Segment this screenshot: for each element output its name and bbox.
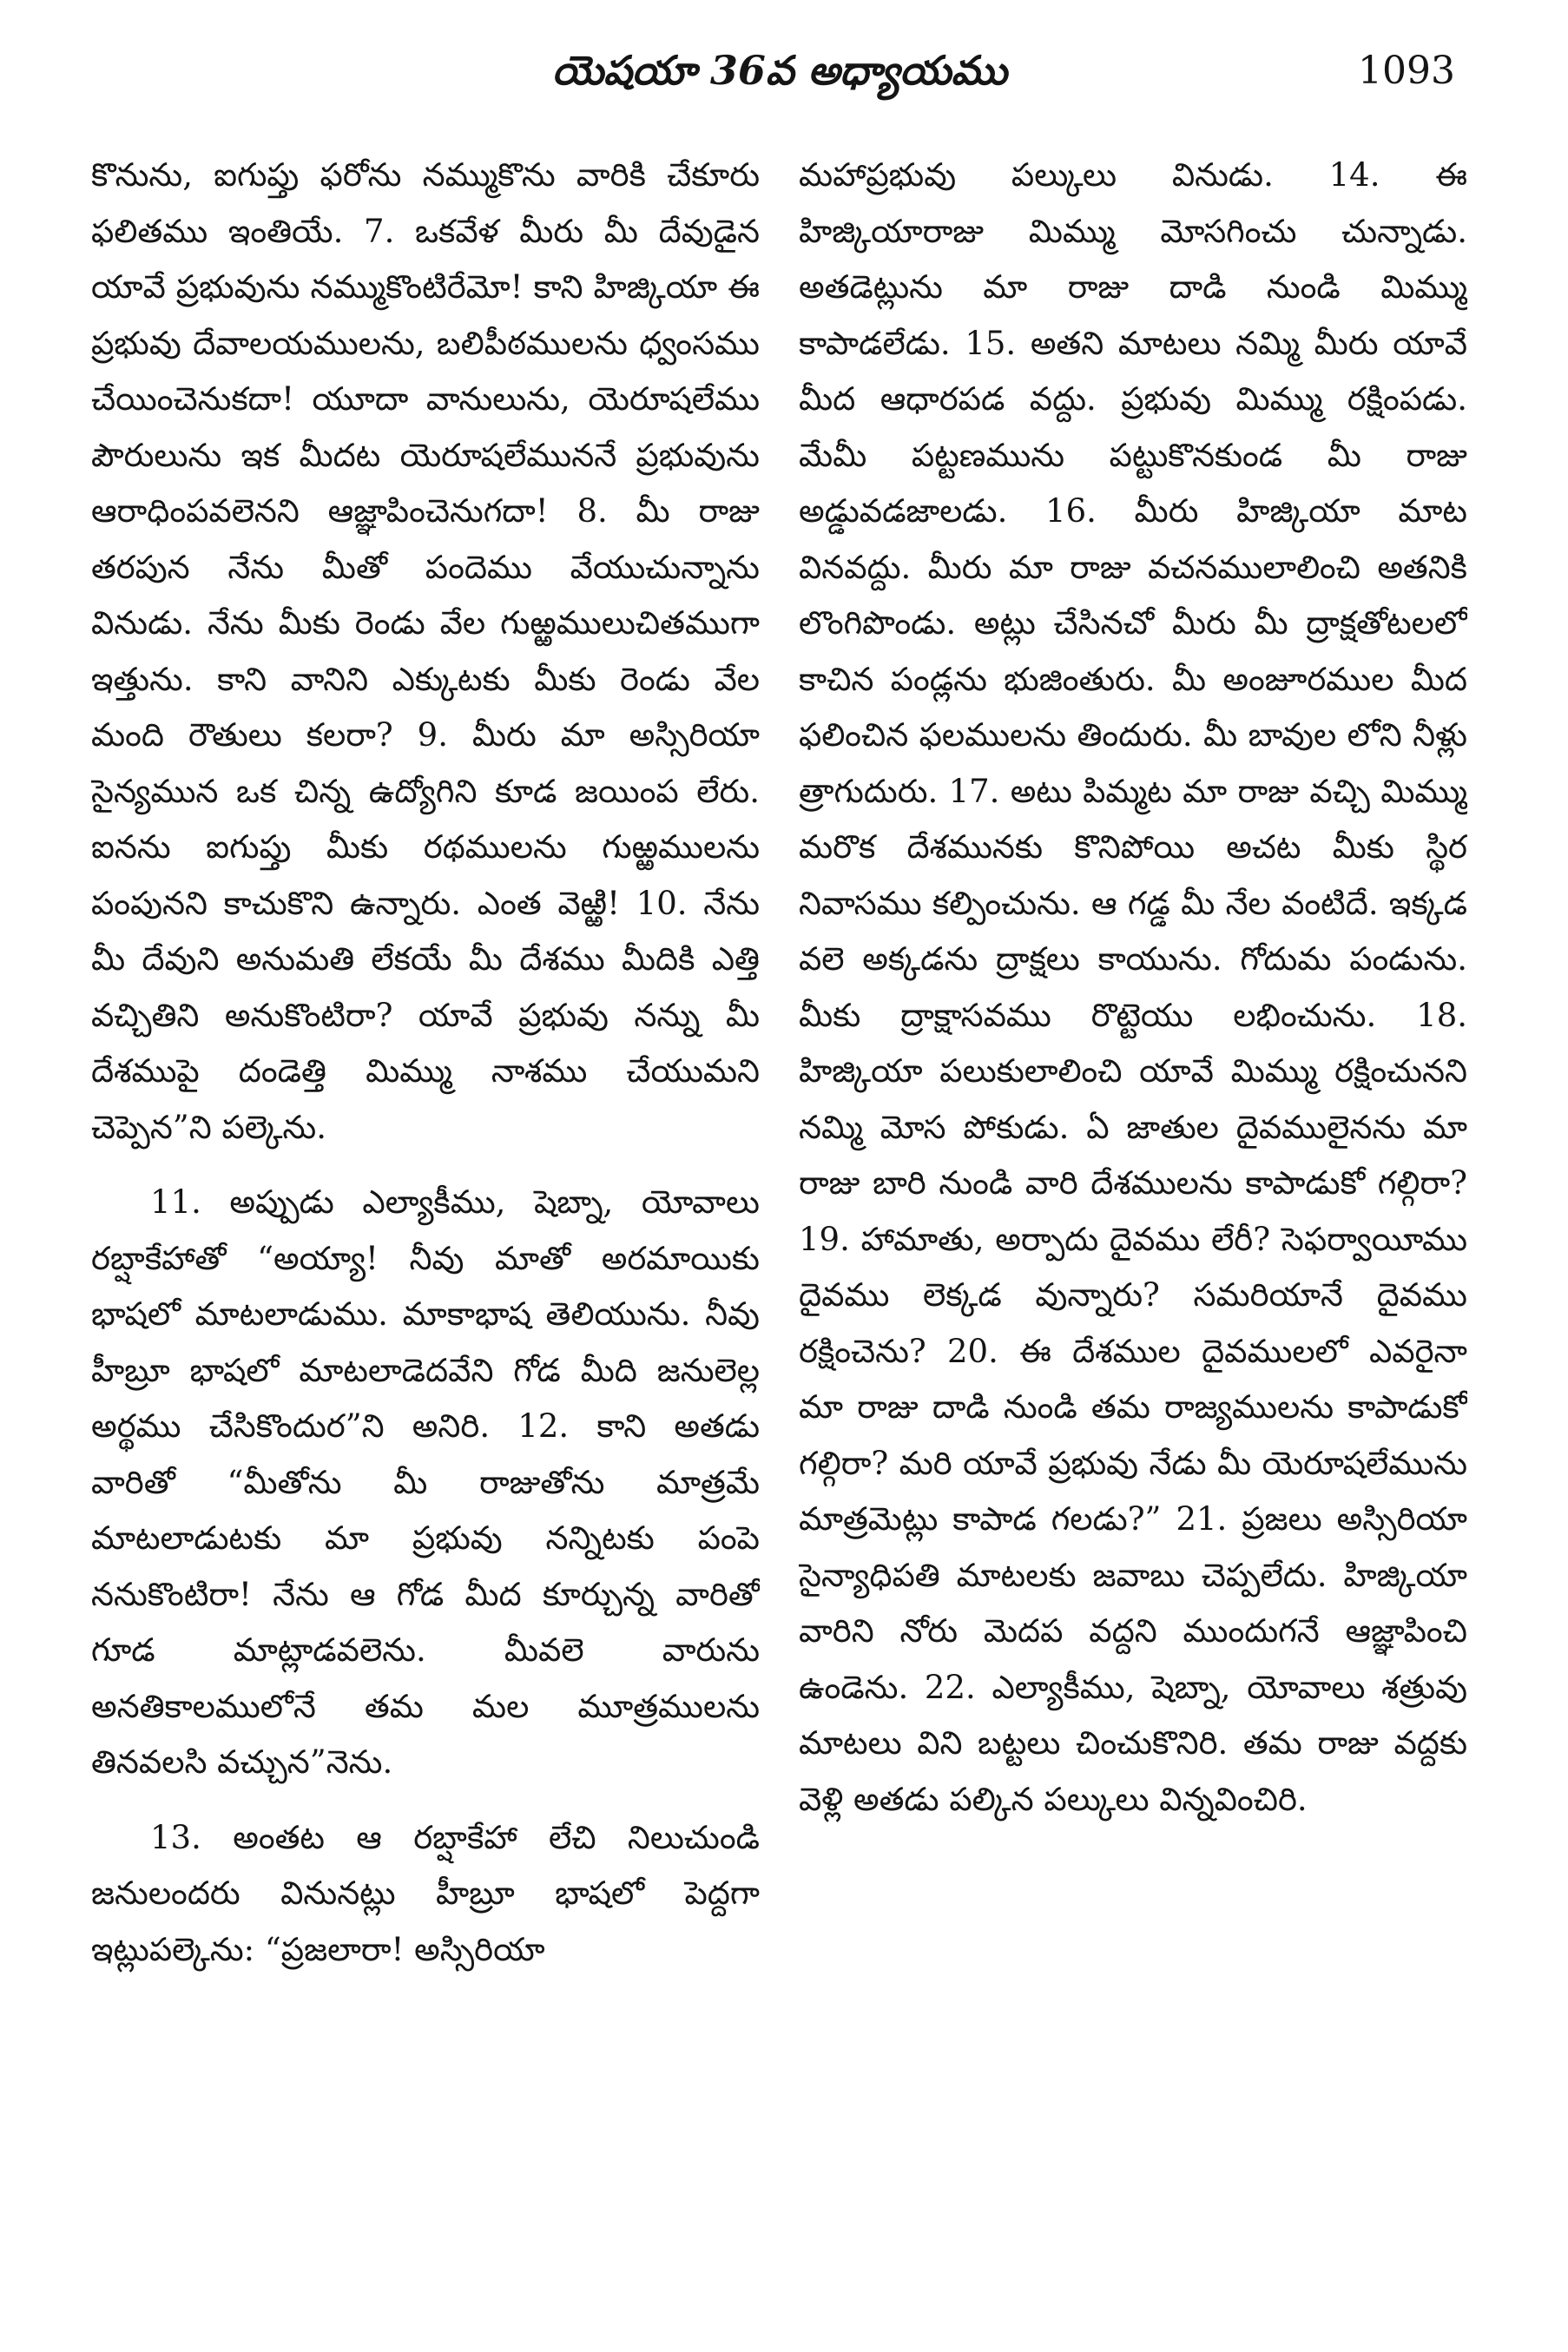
chapter-title: యెషయా 36వ అధ్యాయము <box>551 47 1008 94</box>
left-column <box>91 148 760 2292</box>
page-number: 1093 <box>1358 49 1455 93</box>
right-column <box>799 148 1467 2292</box>
page-header <box>104 38 1455 116</box>
paragraph-verses-13-22: మహాప్రభువు పల్కులు వినుడు. 14. ఈ హిజ్కియారాజు మిమ్ము మోసగించు చున్నాడు. అతడెట్లును మా రాజు దాడి నుండి మిమ్ము కాపాడలేడు. 15. అతని మాటలు నమ్మి మీరు యావే మీద ఆధారపడ వద్దు. ప్రభువు మిమ్ము రక్షింపడు. మేమీ పట్టణమును పట్టుకొనకుండ మీ రాజు అడ్డువడజాలడు. 16. మీరు హిజ్కియా మాట వినవద్దు. మీరు మా రాజు వచనములాలించి అతనికి లొంగిపొండు. అట్లు చేసినచో మీరు మీ ద్రాక్షతోటలలో కాచిన పండ్లను భుజింతురు. మీ అంజూరముల మీద ఫలించిన ఫలములను తిందురు. మీ బావుల లోని నీళ్లు త్రాగుదురు. 17. అటు పిమ్మట మా రాజు వచ్చి మిమ్ము మరొక దేశమునకు కొనిపోయి అచట మీకు స్థిర నివాసము కల్పించును. ఆ గడ్డ మీ నేల వంటిదే. ఇక్కడ వలె అక్కడను ద్రాక్షలు కాయును. గోదుమ పండును. మీకు ద్రాక్షాసవము రొట్టెయు లభించును. 18. హిజ్కియా పలుకులాలించి యావే మిమ్ము రక్షించునని నమ్మి మోస పోకుడు. ఏ జాతుల దైవములైనను మా రాజు బారి నుండి వారి దేశములను కాపాడుకో గల్గిరా? 19. హామాతు, అర్పాదు దైవము లేరీ? సెఫర్వాయీము దైవము లెక్కడ వున్నారు? సమరియానే దైవము రక్షించెను? 20. ఈ దేశముల దైవములలో ఎవరైనా మా రాజు దాడి నుండి తమ రాజ్యములను కాపాడుకో గల్గిరా? మరి యావే ప్రభువు నేడు మీ యెరూషలేమును మాత్రమెట్లు కాపాడ గలడు?” 21. ప్రజలు అస్సిరియా సైన్యాధిపతి మాటలకు జవాబు చెప్పలేదు. హిజ్కియా వారిని నోరు మెదప వద్దని ముందుగనే ఆజ్ఞాపించి ఉండెను. 22. ఎల్యాకీము, షెబ్నా, యోవాలు శత్రువు మాటలు విని బట్టలు చించుకొనిరి. తమ రాజు వద్దకు వెళ్లి అతడు పల్కిన పల్కులు విన్నవించిరి. <box>799 156 1467 1818</box>
paragraph-continuation: కొనును, ఐగుప్తు ఫరోను నమ్ముకొను వారికి చేకూరు ఫలితము ఇంతియే. 7. ఒకవేళ మీరు మీ దేవుడైన యావే ప్రభువును నమ్ముకొంటిరేమో! కాని హిజ్కియా ఈ ప్రభువు దేవాలయములను, బలిపీఠములను ధ్వంసము చేయించెనుకదా! యూదా వానులును, యెరూషలేము పౌరులును ఇక మీదట యెరూషలేముననే ప్రభువును ఆరాధింపవలెనని ఆజ్ఞాపించెనుగదా! 8. మీ రాజు తరపున నేను మీతో పందెము వేయుచున్నాను వినుడు. నేను మీకు రెండు వేల గుఱ్ఱములుచితముగా ఇత్తును. కాని వానిని ఎక్కుటకు మీకు రెండు వేల మంది రౌతులు కలరా? 9. మీరు మా అస్సిరియా సైన్యమున ఒక చిన్న ఉద్యోగిని కూడ జయింప లేరు. ఐనను ఐగుప్తు మీకు రథములను గుఱ్ఱములను పంపునని కాచుకొని ఉన్నారు. ఎంత వెఱ్ఱి! 10. నేను మీ దేవుని అనుమతి లేకయే మీ దేశము మీదికి ఎత్తి వచ్చితిని అనుకొంటిరా? యావే ప్రభువు నన్ను మీ దేశముపై దండెత్తి మిమ్ము నాశము చేయుమని చెప్పెన”ని పల్కెను. <box>91 156 760 1146</box>
paragraph-verse-13: 13. అంతట ఆ రబ్షాకేహా లేచి నిలుచుండి జనులందరు వినునట్లు హీబ్రూ భాషలో పెద్దగా ఇట్లుపల్కెను: “ప్రజలారా! అస్సిరియా <box>91 1818 760 1968</box>
paragraph-verse-11: 11. అప్పుడు ఎల్యాకీము, షెబ్నా, యోవాలు రబ్షాకేహాతో “అయ్యా! నీవు మాతో అరమాయికు భాషలో మాటలాడుము. మాకాభాష తెలియును. నీవు హీబ్రూ భాషలో మాటలాడెదవేని గోడ మీది జనులెల్ల అర్థము చేసికొందుర”ని అనిరి. 12. కాని అతడు వారితో “మీతోను మీ రాజుతోను మాత్రమే మాటలాడుటకు మా ప్రభువు నన్నిటకు పంపె ననుకొంటిరా! నేను ఆ గోడ మీద కూర్చున్న వారితో గూడ మాట్లాడవలెను. మీవలె వారును అనతికాలములోనే తమ మల మూత్రములను తినవలసి వచ్చున”నెను. <box>91 1183 760 1781</box>
